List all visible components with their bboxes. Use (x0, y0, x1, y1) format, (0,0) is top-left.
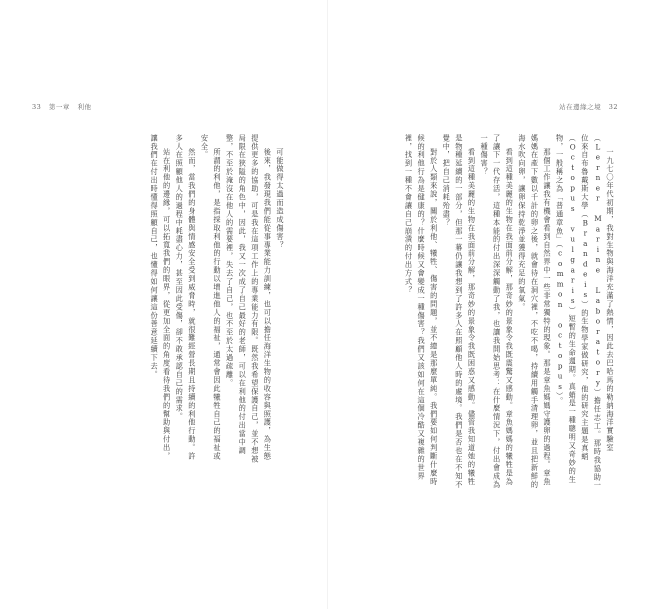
right-page-number: 32 (608, 103, 618, 111)
left-running-head (32, 102, 96, 111)
right-page (328, 0, 655, 609)
right-body-text (354, 134, 616, 494)
paragraph: 看到這種美麗的生物在我面前分解，那奇妙的景象令我既震驚又感動。章魚媽媽的犧牲是為了讓下一代存活，這種本能的付出深深觸動了我，也讓我開始思考：在什麼情況下，付出會成為一種傷害？ (480, 134, 515, 489)
left-page-number: 33 (32, 103, 42, 111)
chapter-label: 第一章 (48, 103, 70, 111)
paragraph: 後來，我發現我們能從事專業能力訓練，也可以擔任海洋生物的收容與照護，為生態提供更多的協助，可是我在這項工作上的專業能力有限。既然我希望保護自己，並不想被局限在狹隘的角色中，因此，我又一次成了自己最好的老師，可以在利他的付出當中調整，不至於淹沒在他人的需要裡，失去了自己，也不至於太過疏離。 (225, 134, 273, 464)
paragraph: 所謂的利他，是指採取利他的行動以增進他人的福祉，通常會因此犧牲自己的福祉或安全。 (200, 134, 223, 462)
left-page (0, 0, 327, 609)
left-body-text (64, 134, 286, 464)
running-title: 站在邊緣之境 (559, 103, 602, 111)
right-running-head (559, 102, 623, 111)
paragraph: 站在利他的邊緣，可以拓寬我們的眼界，從更加全面的角度看待我們的幫助與付出，讓我們在付出時懂得照顧自己，也懂得如何讓這份善意延續下去。 (150, 134, 172, 462)
paragraph: 然而，當我們的身體與情感安全受到威脅時，就很難經營長期且持續的利他行動。許多人在照顧他人的過程中耗盡心力，甚至因此受傷，卻不敢承認自己的需求。 (175, 134, 197, 462)
paragraph: 那個工作讓我有機會看到自然界中一些非常獨特的現象。那是章魚媽媽守護卵的過程。章魚媽媽在產下數以千計的卵之後，就會待在洞穴裡，不吃不喝，持續用觸手清理卵，並且把新鮮的海水吹向卵，讓卵保持乾淨並獲得充足的氧氣。 (517, 134, 553, 489)
paragraph: 看到這種美麗的生物在我面前分解，那奇妙的景象令我既困惑又感動。儘管我知道她的犧牲是物種延續的一部分，但那一幕仍讓我想到了許多人在照顧他人時的處境。我們是否也在不知不覺中，把自己消耗殆盡？ (442, 134, 477, 489)
paragraph: 可能做得太過而造成傷害？ (276, 148, 285, 250)
chapter-title: 利他 (77, 103, 92, 111)
paragraph: 對於人類來說，關於利他、犧牲、傷害的問題，並不總是那麼單純。我們要如何判斷什麼時候的利他行為是健康的？什麼時候又會變成一種傷害？我們又該如何在這個冷酷又複雜的世界裡，找到一種不會讓自己崩潰的付出方式？ (404, 134, 439, 487)
paragraph: 一九七〇年代初期，我對生物與海洋充滿了熱情，因此去巴哈馬的勒納海洋實驗室（Lerner Marine Laboratory）擔任志工。那時我協助一位來自布魯戴斯大學（Brandeis）的生物學家做研究，他的研究主題是真蛸（Octopus vulgaris）短暫的生命週期。真蛸是一種聰明又奇妙的生物，一般稱之為「普通章魚」（common octopus）。 (555, 134, 615, 490)
